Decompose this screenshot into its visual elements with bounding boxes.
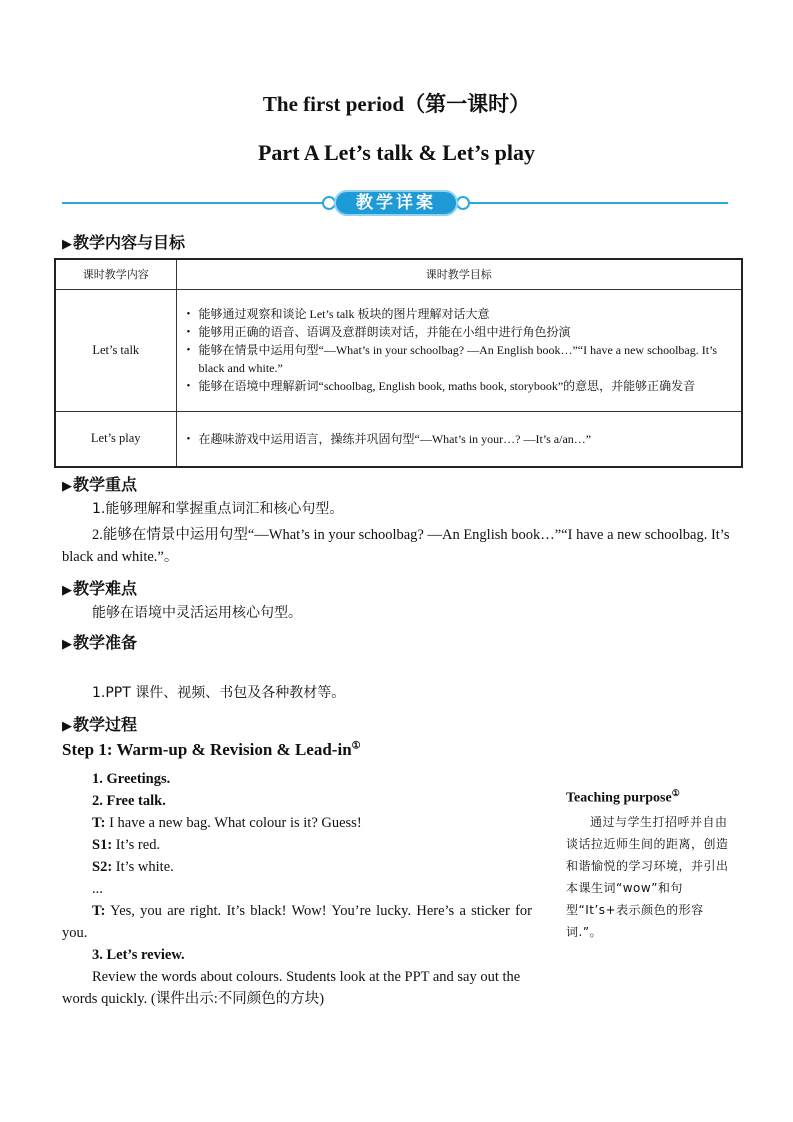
ellipsis: ...: [92, 881, 103, 897]
banner-line-left: [62, 202, 324, 204]
speaker: T:: [92, 815, 106, 831]
dialogue-line: [62, 856, 532, 878]
key-point-2: 2.能够在情景中运用句型“—What’s in your schoolbag? —An English book…”“I have a new schoolbag. It’s black and white.”。: [62, 527, 730, 565]
section-heading-process: [62, 712, 137, 735]
goal-item: • 能够在语境中理解新词“schoolbag, English book, maths book, storybook”的意思，并能够正确发音: [187, 377, 734, 395]
page-title: The first period（第一课时）: [262, 92, 531, 116]
section-heading-text: 教学准备: [73, 633, 138, 652]
speaker: S1:: [92, 837, 113, 853]
section-heading-difficulties: [62, 576, 137, 599]
preparation-text: 1.PPT 课件、视频、书包及各种教材等。: [92, 685, 346, 701]
table-cell-content: Let’s talk: [55, 289, 176, 411]
line-text: Yes, you are right. It’s black! Wow! You’re lucky. Here’s a sticker for you.: [62, 903, 532, 941]
step-title-text: Step 1: Warm-up & Revision & Lead-in: [62, 740, 352, 759]
banner-end-right: [456, 196, 470, 210]
speaker: T:: [92, 903, 106, 919]
triangle-icon: ▶: [62, 237, 72, 252]
dialogue-line: [62, 812, 532, 834]
teaching-purpose-title: [566, 788, 680, 807]
review-text: Review the words about colours. Students look at the PPT and say out the words quickly. (课件出示:不同颜色的方块): [62, 969, 521, 1007]
section-heading-preparation: [62, 630, 137, 653]
triangle-icon: ▶: [62, 479, 72, 494]
difficulty-1: [92, 602, 302, 624]
key-point-text: 1.能够理解和掌握重点词汇和核心句型。: [92, 501, 344, 517]
table-header-cell: 课时教学目标: [176, 259, 742, 289]
dialogue-line: [62, 834, 532, 856]
step-1-body: [62, 768, 532, 1010]
objectives-table: [54, 258, 743, 468]
line-text: I have a new bag. What colour is it? Guess!: [105, 815, 362, 831]
table-header-row: [55, 259, 742, 289]
triangle-icon: ▶: [62, 583, 72, 598]
section-heading-key-points: [62, 472, 137, 495]
section-heading-objectives: [62, 230, 185, 253]
goal-item: • 能够在情景中运用句型“—What’s in your schoolbag? —An English book…”“I have a new schoolbag. It’s black and white.”: [187, 341, 734, 377]
table-row: [55, 411, 742, 467]
section-heading-text: 教学过程: [73, 715, 138, 734]
table-cell-content: Let’s play: [55, 411, 176, 467]
goal-item: • 能够通过观察和谈论 Let’s talk 板块的图片理解对话大意: [187, 305, 734, 323]
table-cell-goals: [176, 289, 742, 411]
key-point-1: [92, 498, 343, 520]
review-title: 3. Let’s review.: [92, 947, 185, 963]
section-heading-text: 教学内容与目标: [73, 233, 186, 252]
table-cell-goals: [176, 411, 742, 467]
line-text: It’s red.: [112, 837, 161, 853]
greetings: 1. Greetings.: [92, 771, 171, 787]
teaching-purpose-label: Teaching purpose: [566, 790, 672, 806]
table-row: [55, 289, 742, 411]
speaker: S2:: [92, 859, 113, 875]
goal-item: • 在趣味游戏中运用语言，操练并巩固句型“—What’s in your…? —It’s a/an…”: [187, 430, 734, 448]
goal-item: • 能够用正确的语音、语调及意群朗读对话，并能在小组中进行角色扮演: [187, 323, 734, 341]
line-text: It’s white.: [112, 859, 174, 875]
section-heading-text: 教学重点: [73, 475, 138, 494]
footnote-marker: ①: [671, 788, 680, 798]
section-banner: 教学详案: [334, 190, 458, 216]
difficulty-text: 能够在语境中灵活运用核心句型。: [92, 605, 302, 621]
free-talk: 2. Free talk.: [92, 793, 166, 809]
step-1-title: [62, 740, 361, 760]
dialogue-line: [62, 900, 532, 944]
page-subtitle: Part A Let’s talk & Let’s play: [257, 140, 535, 165]
triangle-icon: ▶: [62, 637, 72, 652]
footnote-marker: ①: [351, 740, 361, 752]
banner-line-right: [470, 202, 728, 204]
section-heading-text: 教学难点: [73, 579, 138, 598]
table-header-cell: 课时教学内容: [55, 259, 176, 289]
teaching-purpose-text: 通过与学生打招呼并自由谈话拉近师生间的距离，创造和谐愉悦的学习环境，并引出本课生词“wow”和句型“It’s+表示颜色的形容词.”。: [566, 815, 729, 939]
triangle-icon: ▶: [62, 719, 72, 734]
preparation-1: [92, 682, 345, 704]
